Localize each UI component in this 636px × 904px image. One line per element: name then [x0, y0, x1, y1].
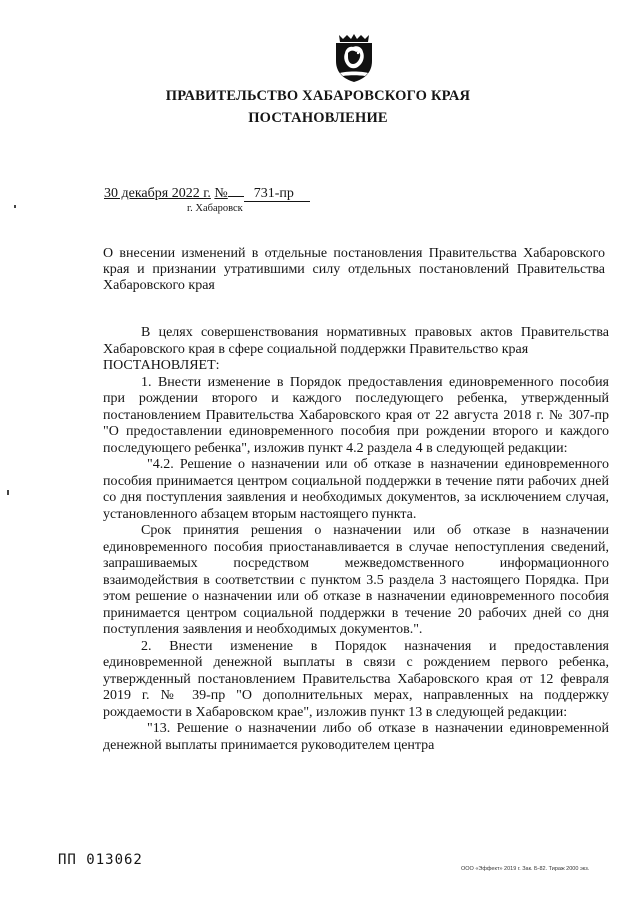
- khabarovsk-coat-of-arms-icon: [331, 33, 377, 83]
- clause-2-quote-1: "13. Решение о назначении либо об отказе в назначении единовременной денежной выплаты принимается руководителем центра: [103, 721, 609, 753]
- scan-speck: [14, 205, 16, 208]
- clause-1-quote-1: "4.2. Решение о назначении или об отказе в назначении единовременного пособия принимается центром социальной поддержки в течение пяти рабочих дней со дня поступления заявления и необходимых документов, за исключением случая, установленного абзацем вторым настоящего пункта.: [103, 457, 609, 522]
- document-number: 731-пр: [244, 187, 310, 202]
- document-type: ПОСТАНОВЛЕНИЕ: [248, 110, 388, 126]
- clause-1: 1. Внести изменение в Порядок предоставления единовременного пособия при рождении второго и каждого последующего ребенка, утвержденный постановлением Правительства Хабаровского края от 22 августа 2018 г. № 307-пр "О предоставлении единовременного пособия при рождении второго и каждого последующего ребенка", изложив пункт 4.2 раздела 4 в следующей редакции:: [103, 374, 609, 456]
- document-city: г. Хабаровск: [187, 203, 243, 214]
- clause-1-quote-2: Срок принятия решения о назначении или об отказе в назначении единовременного пособия приостанавливается в случае непоступления сведений, запрашиваемых посредством межведомственного информационного взаимодействия в соответствии с пунктом 3.5 раздела 3 настоящего Порядка. При этом решение о назначении или об отказе в назначении единовременного пособия принимается центром социальной поддержки в течение 20 рабочих дней со дня поступления заявления и необходимых документов.".: [103, 523, 609, 637]
- organization-name: ПРАВИТЕЛЬСТВО ХАБАРОВСКОГО КРАЯ: [165, 88, 471, 104]
- number-label: №: [214, 186, 228, 201]
- clause-2: 2. Внести изменение в Порядок назначения и предоставления единовременной денежной выплаты в связи с рождением первого ребенка, утвержденный постановлением Правительства Хабаровского края от 12 февраля 2019 г. № 39-пр "О дополнительных мерах, направленных на поддержку рождаемости в Хабаровском крае", изложив пункт 13 в следующей редакции:: [103, 638, 609, 720]
- document-date: 30 декабря 2022 г.: [104, 186, 211, 201]
- number-underline: [228, 196, 244, 197]
- document-body: [103, 325, 609, 754]
- preamble-paragraph: В целях совершенствования нормативных правовых актов Правительства Хабаровского края в сфере социальной поддержки Правительство края: [103, 325, 609, 357]
- scan-speck: [7, 490, 9, 495]
- form-serial-number: ПП 013062: [58, 852, 143, 868]
- document-subject: О внесении изменений в отдельные постановления Правительства Хабаровского края и признании утратившими силу отдельных постановлений Правительства Хабаровского края: [103, 246, 605, 293]
- document-date-number: [104, 186, 310, 202]
- printer-imprint: ООО «Эффект» 2019 г. Зак. Б-82. Тираж 2000 экз.: [461, 866, 590, 872]
- resolves-heading: ПОСТАНОВЛЯЕТ:: [103, 358, 220, 373]
